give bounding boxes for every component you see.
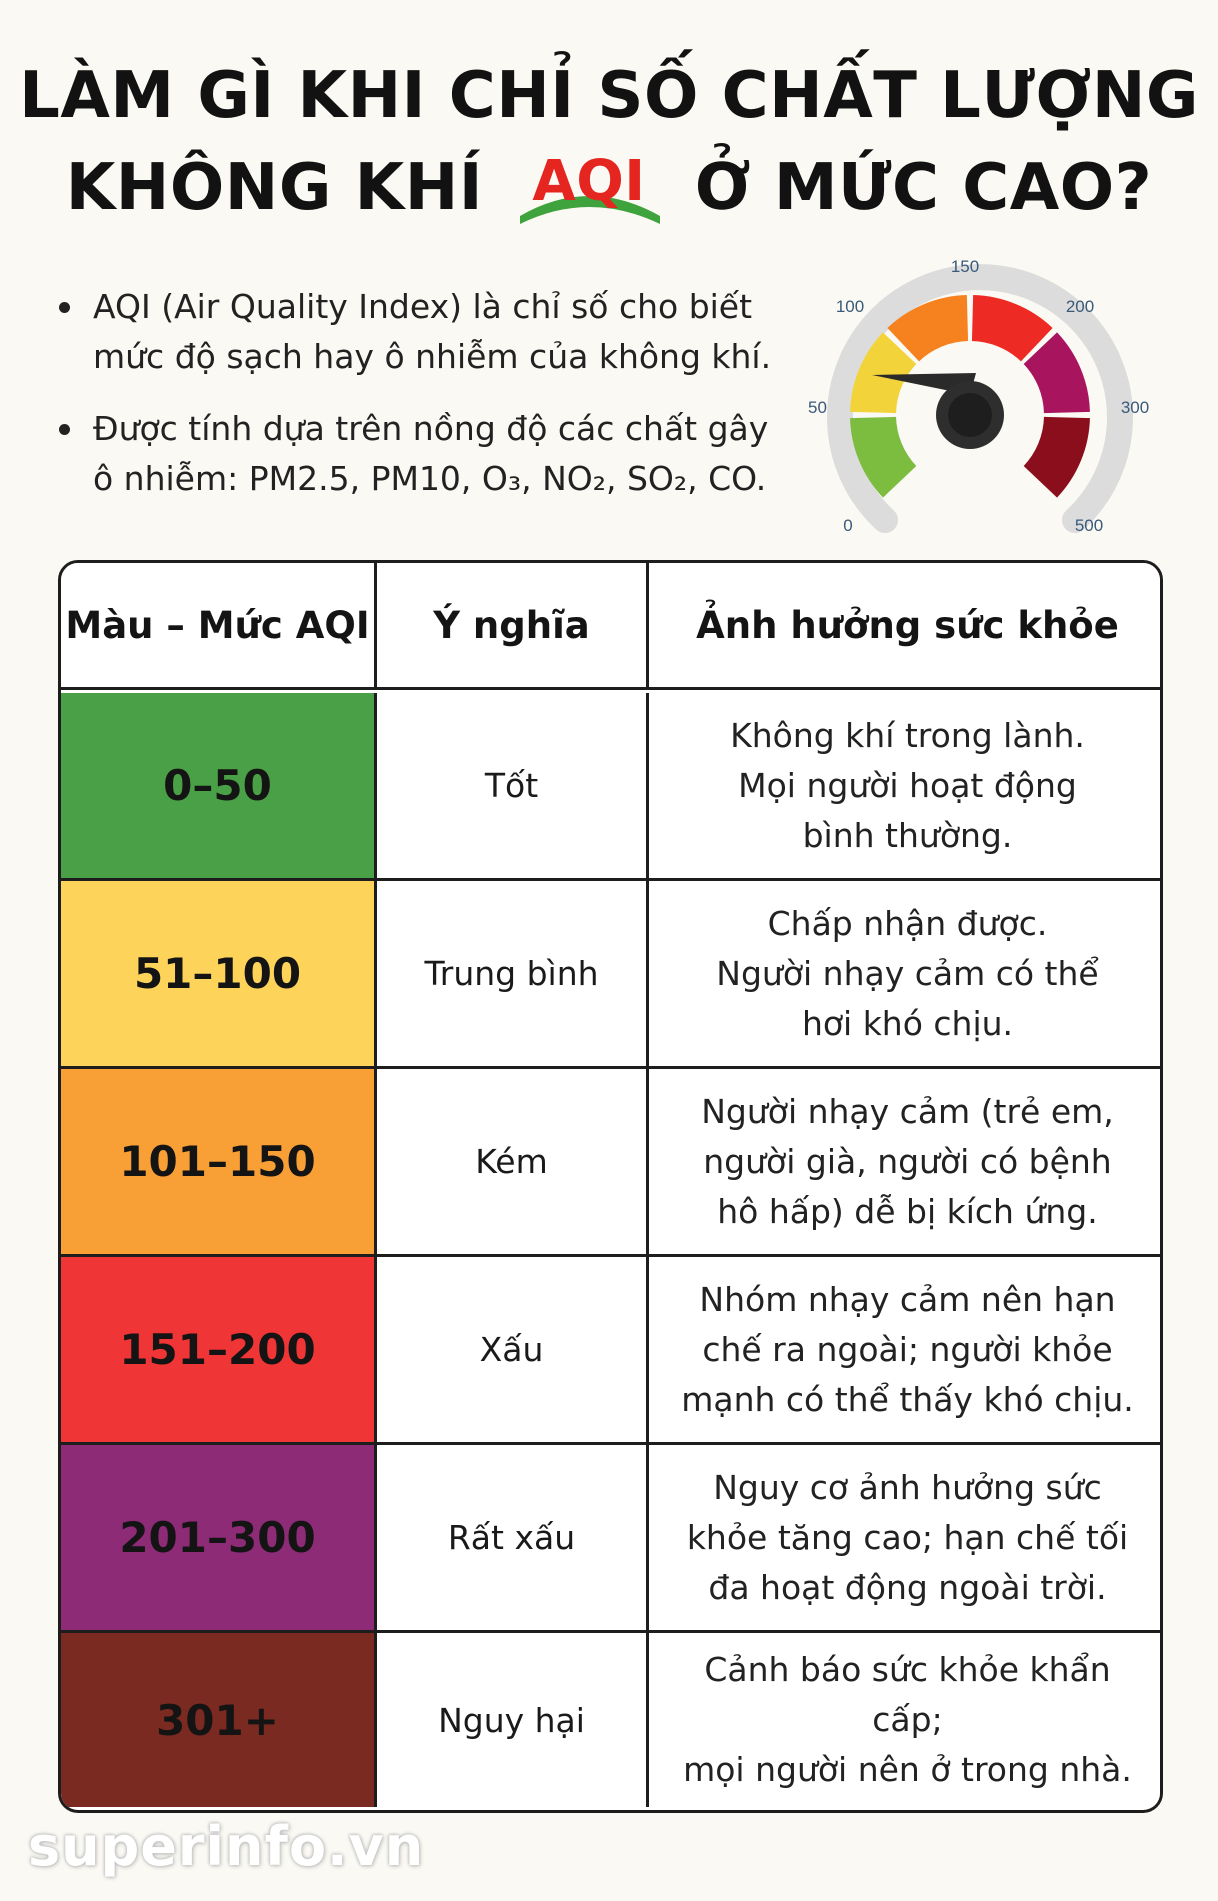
effect-cell — [649, 1257, 1163, 1442]
effect-line: bình thường. — [802, 815, 1013, 855]
gauge-tick-150: 150 — [950, 257, 980, 276]
meaning-cell: Tốt — [377, 693, 649, 878]
aqi-level-cell: 201–300 — [61, 1445, 377, 1630]
bullet-item — [55, 282, 775, 382]
bullet-item — [55, 404, 775, 504]
effect-line: Mọi người hoạt động — [738, 765, 1077, 805]
gauge-segment — [873, 418, 900, 482]
gauge-tick-200: 200 — [1065, 297, 1095, 316]
title-line-2 — [0, 142, 1218, 234]
gauge-segment — [1040, 418, 1067, 482]
aqi-level-cell: 51–100 — [61, 881, 377, 1066]
brand-watermark: superinfo.vn — [28, 1815, 425, 1878]
effect-line: Không khí trong lành. — [730, 715, 1085, 755]
aqi-logo-text: AQI — [532, 149, 646, 215]
effect-line: khỏe tăng cao; hạn chế tối — [686, 1517, 1129, 1557]
title-line-1: LÀM GÌ KHI CHỈ SỐ CHẤT LƯỢNG — [19, 59, 1199, 133]
bullet-dot — [59, 424, 70, 435]
effect-cell — [649, 1445, 1163, 1630]
gauge-tick-50: 50 — [808, 398, 827, 417]
page-title — [0, 50, 1218, 234]
effect-cell — [649, 1633, 1163, 1807]
aqi-logo — [514, 146, 664, 224]
gauge-tick-500: 500 — [1074, 516, 1104, 535]
aqi-level-cell: 0–50 — [61, 693, 377, 878]
table-row — [61, 1633, 1163, 1807]
effect-line: Cảnh báo sức khỏe khẩn cấp; — [704, 1650, 1111, 1739]
meaning-cell: Xấu — [377, 1257, 649, 1442]
aqi-level-cell: 101–150 — [61, 1069, 377, 1254]
effect-cell — [649, 693, 1163, 878]
effect-line: mọi người nên ở trong nhà. — [683, 1750, 1132, 1789]
table-row — [61, 1069, 1163, 1257]
effect-line: Nguy cơ ảnh hưởng sức — [713, 1467, 1102, 1507]
effect-line: chế ra ngoài; người khỏe — [702, 1329, 1113, 1369]
gauge-hub-inner — [948, 393, 992, 437]
meaning-cell: Kém — [377, 1069, 649, 1254]
aqi-table — [58, 560, 1163, 1813]
gauge-segment — [1040, 348, 1067, 412]
table-row — [61, 1445, 1163, 1633]
meaning-cell: Nguy hại — [377, 1633, 649, 1807]
effect-cell — [649, 881, 1163, 1066]
effect-line: hô hấp) dễ bị kích ứng. — [717, 1191, 1098, 1231]
bullet-text: Được tính dựa trên nồng độ các chất gây ô nhiễm: PM2.5, PM10, O₃, NO₂, SO₂, CO. — [93, 409, 769, 498]
gauge-segment — [973, 318, 1037, 345]
effect-line: đa hoạt động ngoài trời. — [708, 1567, 1107, 1607]
table-row — [61, 881, 1163, 1069]
table-row — [61, 693, 1163, 881]
bullet-dot — [59, 302, 70, 313]
gauge-tick-100: 100 — [835, 297, 865, 316]
gauge-segment — [873, 348, 900, 412]
header-meaning: Ý nghĩa — [377, 563, 649, 687]
effect-line: Người nhạy cảm (trẻ em, — [701, 1091, 1114, 1131]
gauge-tick-0: 0 — [843, 516, 853, 535]
title-line-2-start: KHÔNG KHÍ — [65, 151, 484, 225]
intro-bullets — [55, 282, 775, 526]
aqi-gauge — [800, 255, 1160, 540]
meaning-cell: Trung bình — [377, 881, 649, 1066]
effect-line: người già, người có bệnh — [703, 1141, 1112, 1181]
bullet-text: AQI (Air Quality Index) là chỉ số cho biết mức độ sạch hay ô nhiễm của không khí. — [93, 287, 772, 376]
effect-cell — [649, 1069, 1163, 1254]
effect-line: mạnh có thể thấy khó chịu. — [681, 1379, 1134, 1419]
table-row — [61, 1257, 1163, 1445]
aqi-level-cell: 301+ — [61, 1633, 377, 1807]
effect-line: hơi khó chịu. — [801, 1003, 1014, 1043]
gauge-segment — [903, 318, 967, 345]
title-line-2-end: Ở MỨC CAO? — [694, 151, 1153, 225]
effect-line: Chấp nhận được. — [767, 903, 1048, 943]
header-level: Màu – Mức AQI — [61, 563, 377, 687]
meaning-cell: Rất xấu — [377, 1445, 649, 1630]
table-header-row — [61, 563, 1163, 690]
aqi-level-cell: 151–200 — [61, 1257, 377, 1442]
effect-line: Người nhạy cảm có thể — [716, 953, 1099, 993]
effect-line: Nhóm nhạy cảm nên hạn — [699, 1279, 1116, 1319]
header-effect: Ảnh hưởng sức khỏe — [649, 563, 1163, 687]
gauge-tick-300: 300 — [1120, 398, 1150, 417]
